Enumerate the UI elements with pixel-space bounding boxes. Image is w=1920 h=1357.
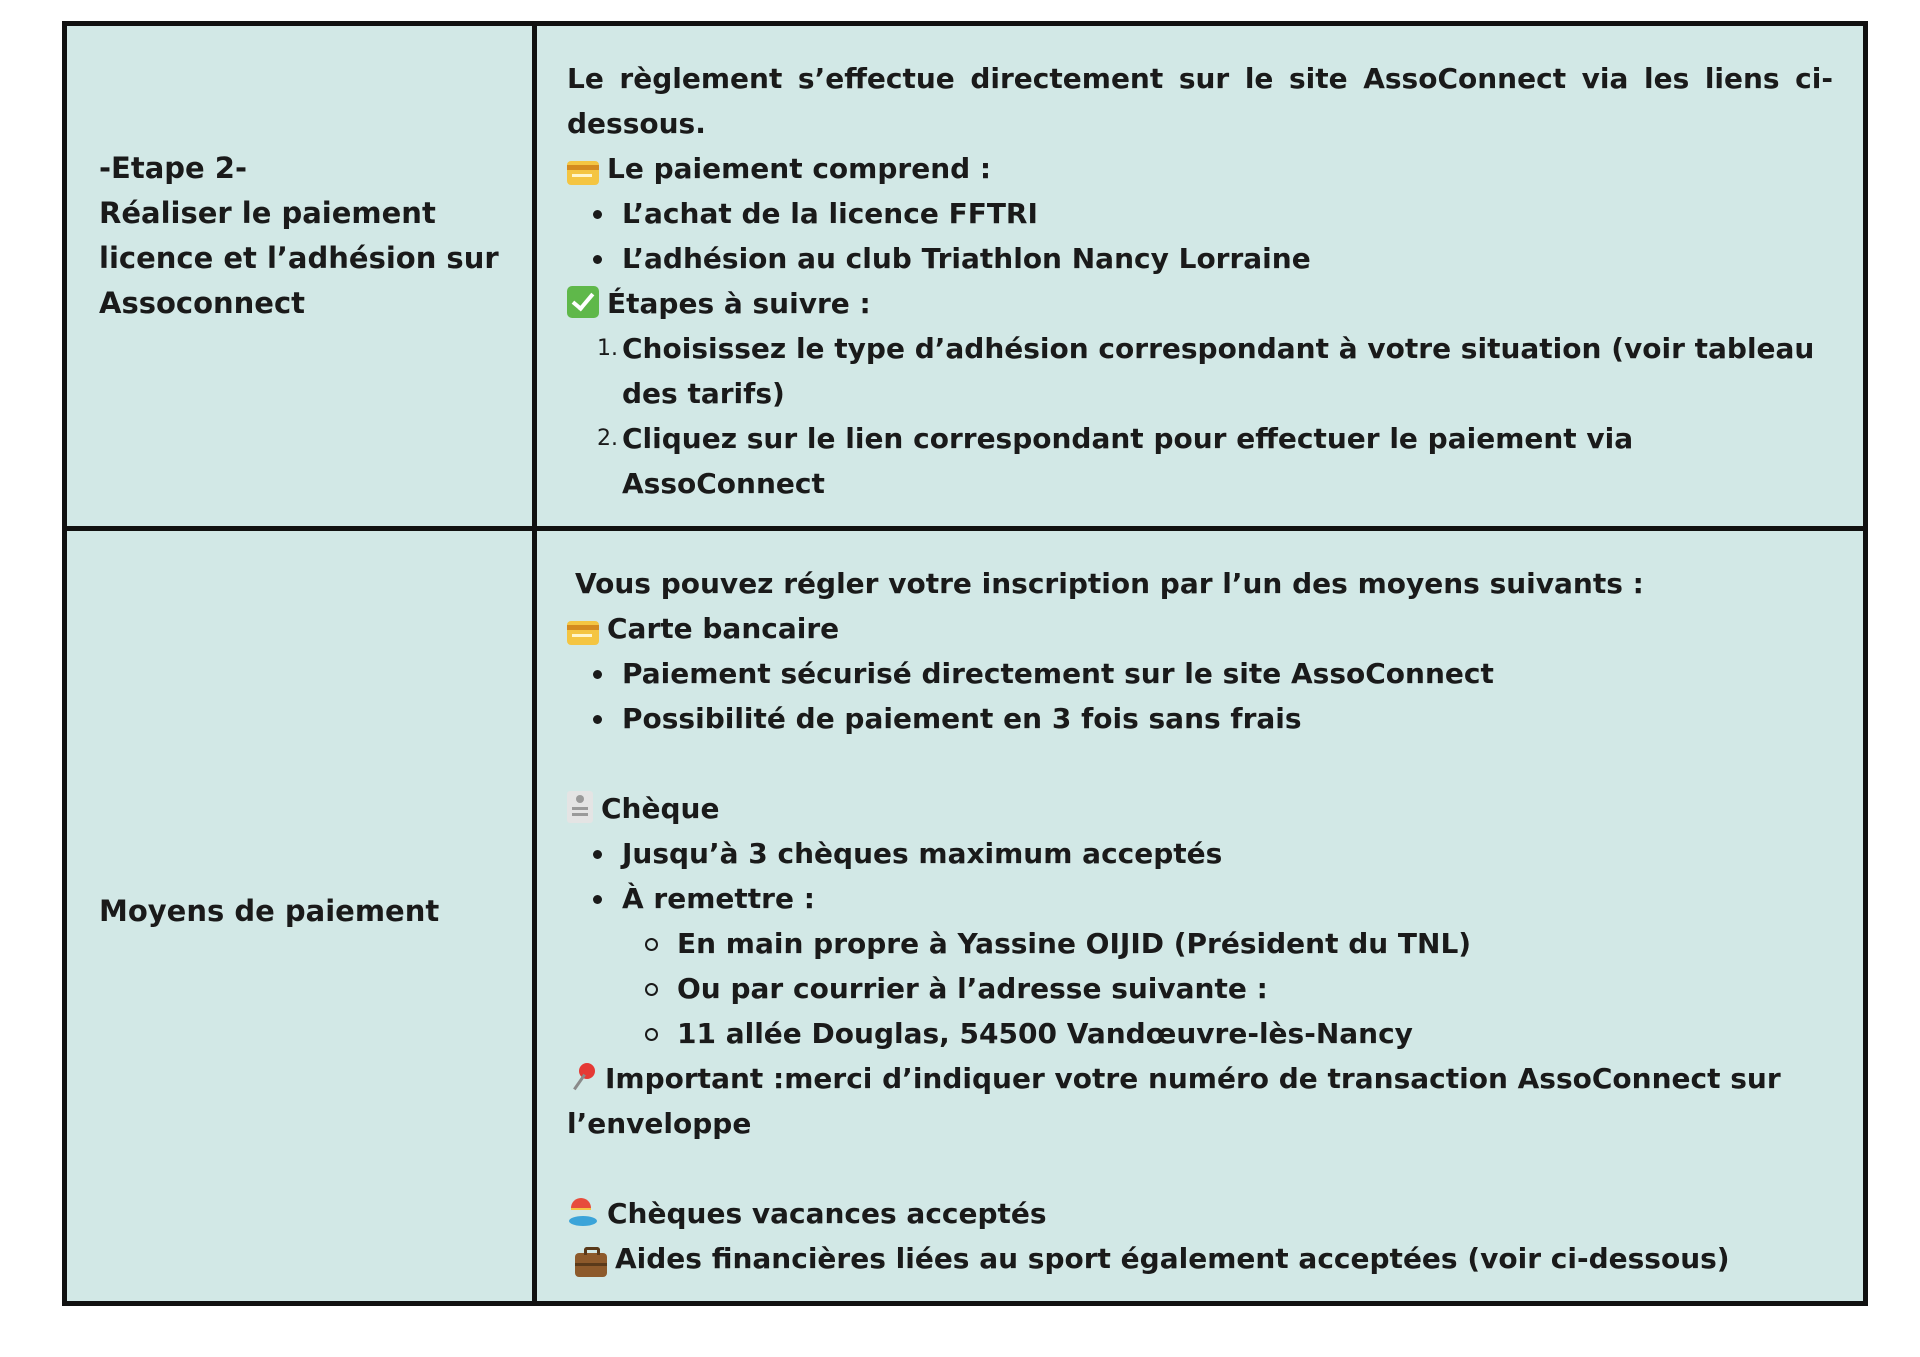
moyens-content-cell <box>535 529 1866 1304</box>
spacer <box>567 741 1833 786</box>
list-item: Possibilité de paiement en 3 fois sans frais <box>567 696 1833 741</box>
vacances-line <box>567 1191 1833 1236</box>
comprend-heading-line <box>567 146 1833 191</box>
step-text: Choisissez le type d’adhésion correspondant à votre situation (voir tableau des tarifs) <box>622 332 1815 410</box>
etape-subtitle: Réaliser le paiement licence et l’adhésion sur Assoconnect <box>99 196 499 320</box>
moyens-label-cell <box>65 529 535 1304</box>
remettre-label: À remettre : <box>622 882 815 915</box>
list-item: 11 allée Douglas, 54500 Vandœuvre-lès-Nancy <box>567 1011 1833 1056</box>
info-table <box>62 21 1868 1306</box>
list-item <box>567 416 1833 506</box>
cheque-heading: Chèque <box>601 792 720 825</box>
list-item: L’adhésion au club Triathlon Nancy Lorraine <box>567 236 1833 281</box>
step-number: 1. <box>597 336 618 361</box>
moyens-intro: Vous pouvez régler votre inscription par l’un des moyens suivants : <box>575 567 1644 600</box>
beach-umbrella-icon <box>567 1196 599 1228</box>
etapes-heading: Étapes à suivre : <box>607 287 871 320</box>
list-item: Jusqu’à 3 chèques maximum acceptés <box>567 831 1833 876</box>
cheque-icon <box>567 791 593 823</box>
vacances-text: Chèques vacances acceptés <box>607 1197 1047 1230</box>
cheque-heading-line <box>567 786 1833 831</box>
step-number: 2. <box>597 426 618 451</box>
aides-text: Aides financières liées au sport également acceptées (voir ci-dessous) <box>615 1242 1730 1275</box>
remettre-list <box>567 921 1833 1056</box>
list-item: En main propre à Yassine OIJID (Président du TNL) <box>567 921 1833 966</box>
cheque-list <box>567 831 1833 921</box>
comprend-list <box>567 191 1833 281</box>
important-text: Important :merci d’indiquer votre numéro de transaction AssoConnect sur l’enveloppe <box>567 1062 1781 1140</box>
list-item: Ou par courrier à l’adresse suivante : <box>567 966 1833 1011</box>
table-row-moyens <box>65 529 1866 1304</box>
credit-card-icon <box>567 161 599 185</box>
etape-label-cell <box>65 24 535 529</box>
steps-list <box>567 326 1833 506</box>
etape-content-cell <box>535 24 1866 529</box>
check-mark-icon <box>567 286 599 318</box>
carte-heading: Carte bancaire <box>607 612 840 645</box>
briefcase-icon <box>575 1253 607 1277</box>
important-line <box>567 1056 1833 1146</box>
list-item: Paiement sécurisé directement sur le site AssoConnect <box>567 651 1833 696</box>
list-item: L’achat de la licence FFTRI <box>567 191 1833 236</box>
table-row-etape <box>65 24 1866 529</box>
comprend-heading: Le paiement comprend : <box>607 152 992 185</box>
spacer <box>567 1146 1833 1191</box>
etapes-heading-line <box>567 281 1833 326</box>
etape-title: -Etape 2- <box>99 151 248 185</box>
moyens-title: Moyens de paiement <box>99 894 440 928</box>
list-item <box>567 876 1833 921</box>
etape-intro: Le règlement s’effectue directement sur le site AssoConnect via les liens ci-dessous. <box>567 62 1833 140</box>
credit-card-icon <box>567 621 599 645</box>
aides-line <box>567 1236 1833 1281</box>
list-item <box>567 326 1833 416</box>
carte-heading-line <box>567 606 1833 651</box>
pushpin-icon <box>567 1061 597 1093</box>
carte-list <box>567 651 1833 741</box>
step-text: Cliquez sur le lien correspondant pour effectuer le paiement via AssoConnect <box>622 422 1634 500</box>
